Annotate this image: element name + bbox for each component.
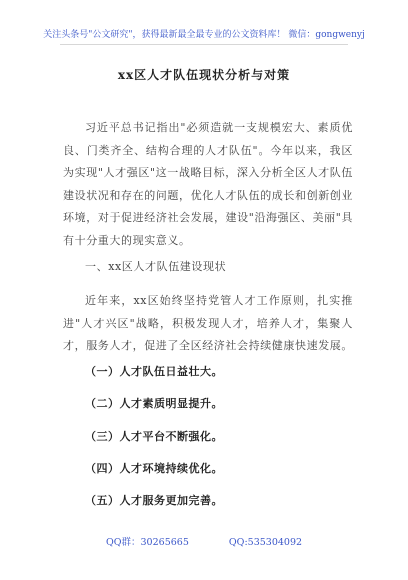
footer-qq: QQ:535304092 bbox=[228, 537, 303, 548]
footer-qq-group: QQ群：30265665 bbox=[105, 537, 189, 548]
header-divider bbox=[60, 44, 348, 45]
footer bbox=[0, 534, 408, 548]
subheading-5: （五）人才服务更加完善。 bbox=[85, 494, 223, 507]
subheading-3: （三）人才平台不断强化。 bbox=[85, 430, 223, 443]
section-paragraph: 近年来，xx区始终坚持党管人才工作原则，扎实推进"人才兴区"战略，积极发现人才，培养人才，集聚人才，服务人才，促进了全区经济社会持续健康快速发展。 bbox=[63, 294, 353, 353]
subheading-2: （二）人才素质明显提升。 bbox=[85, 397, 223, 410]
document-title: xx区人才队伍现状分析与对策 bbox=[117, 68, 291, 82]
section-heading: 一、xx区人才队伍建设现状 bbox=[85, 260, 227, 273]
subheading-4: （四）人才环境持续优化。 bbox=[85, 462, 223, 475]
subheading-1: （一）人才队伍日益壮大。 bbox=[85, 365, 223, 378]
header-note: 关注头条号"公文研究"，获得最新最全最专业的公文资料库！ 微信：gongwenyj bbox=[43, 30, 365, 40]
intro-paragraph: 习近平总书记指出"必须造就一支规模宏大、素质优良、门类齐全、结构合理的人才队伍"。今年以来，我区为实现"人才强区"这一战略目标，深入分析全区人才队伍建设状况和存在的问题，优化人才队伍的成长和创新创业环境，对于促进经济社会发展，建设"沿海强区、美丽"具有十分重大的现实意义。 bbox=[63, 121, 353, 247]
